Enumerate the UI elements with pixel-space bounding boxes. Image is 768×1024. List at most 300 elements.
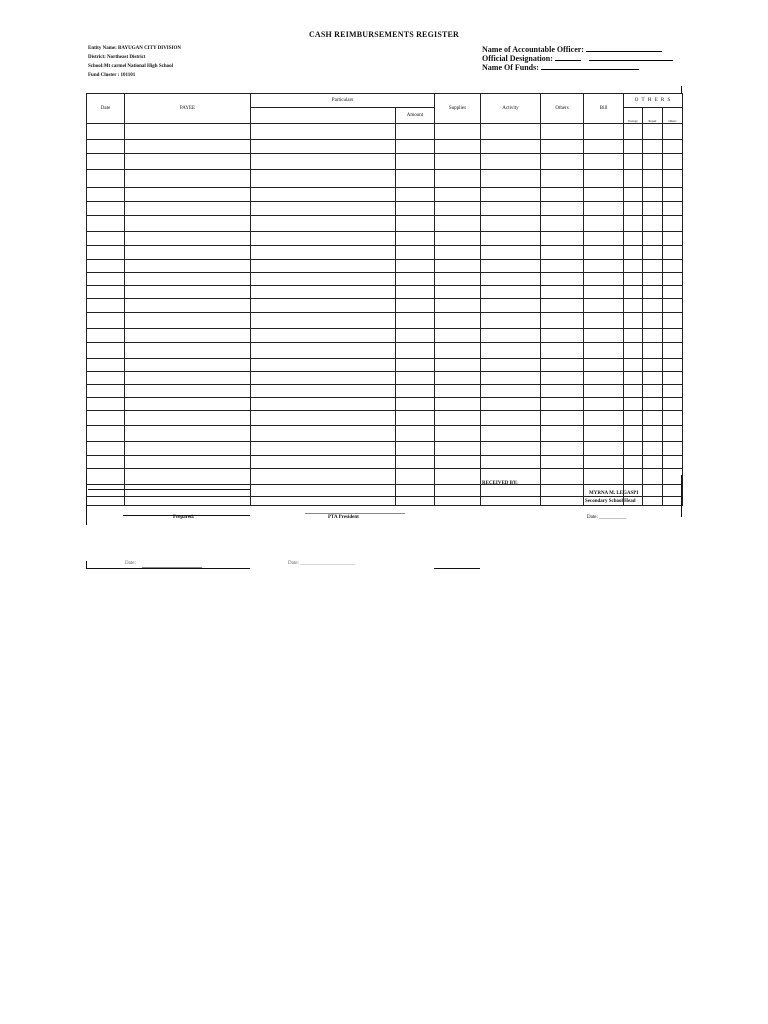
- table-cell[interactable]: [624, 313, 643, 329]
- table-cell[interactable]: [663, 442, 683, 456]
- table-cell[interactable]: [624, 469, 643, 485]
- table-cell[interactable]: [481, 359, 541, 372]
- table-cell[interactable]: [584, 188, 624, 202]
- table-cell[interactable]: [396, 385, 435, 398]
- table-cell[interactable]: [541, 170, 584, 188]
- table-cell[interactable]: [481, 260, 541, 273]
- table-cell[interactable]: [435, 385, 481, 398]
- table-cell[interactable]: [643, 497, 663, 506]
- table-cell[interactable]: [396, 411, 435, 426]
- table-cell[interactable]: [541, 216, 584, 232]
- table-cell[interactable]: [435, 469, 481, 485]
- table-cell[interactable]: [87, 497, 125, 506]
- table-cell[interactable]: [435, 286, 481, 299]
- table-cell[interactable]: [125, 469, 251, 485]
- table-cell[interactable]: [584, 232, 624, 246]
- table-cell[interactable]: [125, 216, 251, 232]
- table-cell[interactable]: [663, 202, 683, 216]
- table-cell[interactable]: [435, 485, 481, 497]
- table-cell[interactable]: [125, 442, 251, 456]
- table-cell[interactable]: [663, 385, 683, 398]
- table-cell[interactable]: [435, 140, 481, 154]
- table-cell[interactable]: [251, 313, 396, 329]
- table-cell[interactable]: [251, 411, 396, 426]
- table-cell[interactable]: [251, 246, 396, 260]
- table-cell[interactable]: [541, 359, 584, 372]
- table-cell[interactable]: [624, 442, 643, 456]
- table-cell[interactable]: [624, 411, 643, 426]
- table-cell[interactable]: [643, 232, 663, 246]
- table-cell[interactable]: [481, 154, 541, 170]
- table-cell[interactable]: [624, 154, 643, 170]
- table-cell[interactable]: [396, 398, 435, 411]
- table-cell[interactable]: [624, 299, 643, 313]
- table-cell[interactable]: [125, 170, 251, 188]
- table-cell[interactable]: [87, 343, 125, 359]
- table-cell[interactable]: [624, 124, 643, 140]
- table-cell[interactable]: [87, 246, 125, 260]
- table-cell[interactable]: [396, 313, 435, 329]
- official-designation-field[interactable]: [482, 54, 673, 63]
- table-cell[interactable]: [396, 426, 435, 442]
- table-cell[interactable]: [435, 170, 481, 188]
- table-cell[interactable]: [584, 170, 624, 188]
- table-cell[interactable]: [541, 286, 584, 299]
- table-cell[interactable]: [481, 232, 541, 246]
- table-cell[interactable]: [663, 246, 683, 260]
- table-cell[interactable]: [584, 286, 624, 299]
- table-cell[interactable]: [663, 313, 683, 329]
- table-cell[interactable]: [125, 299, 251, 313]
- accountable-officer-field[interactable]: [482, 45, 662, 54]
- table-cell[interactable]: [624, 140, 643, 154]
- table-cell[interactable]: [481, 299, 541, 313]
- table-cell[interactable]: [541, 246, 584, 260]
- table-cell[interactable]: [396, 442, 435, 456]
- table-cell[interactable]: [481, 385, 541, 398]
- table-cell[interactable]: [251, 385, 396, 398]
- table-cell[interactable]: [541, 456, 584, 469]
- table-cell[interactable]: [125, 485, 251, 497]
- table-cell[interactable]: [541, 202, 584, 216]
- table-cell[interactable]: [663, 124, 683, 140]
- table-cell[interactable]: [435, 398, 481, 411]
- table-cell[interactable]: [643, 313, 663, 329]
- table-cell[interactable]: [643, 246, 663, 260]
- table-cell[interactable]: [584, 154, 624, 170]
- table-cell[interactable]: [663, 140, 683, 154]
- table-cell[interactable]: [584, 426, 624, 442]
- table-cell[interactable]: [624, 286, 643, 299]
- table-cell[interactable]: [396, 372, 435, 385]
- table-cell[interactable]: [643, 216, 663, 232]
- table-cell[interactable]: [663, 273, 683, 286]
- table-cell[interactable]: [624, 343, 643, 359]
- table-cell[interactable]: [251, 469, 396, 485]
- table-cell[interactable]: [584, 385, 624, 398]
- table-cell[interactable]: [624, 216, 643, 232]
- table-cell[interactable]: [643, 456, 663, 469]
- table-cell[interactable]: [481, 442, 541, 456]
- table-cell[interactable]: [396, 216, 435, 232]
- table-cell[interactable]: [87, 411, 125, 426]
- table-cell[interactable]: [396, 359, 435, 372]
- table-cell[interactable]: [541, 232, 584, 246]
- table-cell[interactable]: [87, 485, 125, 497]
- table-cell[interactable]: [643, 202, 663, 216]
- table-cell[interactable]: [663, 426, 683, 442]
- table-cell[interactable]: [624, 456, 643, 469]
- table-cell[interactable]: [251, 232, 396, 246]
- table-cell[interactable]: [396, 497, 435, 506]
- table-cell[interactable]: [481, 286, 541, 299]
- table-cell[interactable]: [125, 202, 251, 216]
- table-cell[interactable]: [584, 216, 624, 232]
- table-cell[interactable]: [481, 124, 541, 140]
- table-cell[interactable]: [541, 385, 584, 398]
- table-cell[interactable]: [643, 372, 663, 385]
- table-cell[interactable]: [663, 398, 683, 411]
- table-cell[interactable]: [251, 497, 396, 506]
- table-cell[interactable]: [125, 154, 251, 170]
- table-cell[interactable]: [663, 299, 683, 313]
- table-cell[interactable]: [541, 398, 584, 411]
- table-cell[interactable]: [663, 411, 683, 426]
- table-cell[interactable]: [643, 170, 663, 188]
- table-cell[interactable]: [481, 485, 541, 497]
- table-cell[interactable]: [87, 313, 125, 329]
- table-cell[interactable]: [624, 398, 643, 411]
- table-cell[interactable]: [643, 260, 663, 273]
- bottom-short-line: [434, 568, 480, 569]
- table-cell[interactable]: [643, 469, 663, 485]
- table-cell[interactable]: [251, 216, 396, 232]
- table-cell[interactable]: [125, 260, 251, 273]
- table-cell[interactable]: [624, 329, 643, 343]
- table-cell[interactable]: [663, 497, 683, 506]
- table-cell[interactable]: [663, 216, 683, 232]
- table-cell[interactable]: [435, 343, 481, 359]
- table-cell[interactable]: [125, 188, 251, 202]
- table-cell[interactable]: [481, 426, 541, 442]
- table-cell[interactable]: [251, 329, 396, 343]
- table-cell[interactable]: [541, 299, 584, 313]
- table-cell[interactable]: [663, 343, 683, 359]
- table-cell[interactable]: [584, 202, 624, 216]
- table-cell[interactable]: [125, 313, 251, 329]
- table-cell[interactable]: [87, 299, 125, 313]
- table-cell[interactable]: [251, 343, 396, 359]
- table-cell[interactable]: [481, 497, 541, 506]
- table-cell[interactable]: [584, 273, 624, 286]
- table-cell[interactable]: [624, 372, 643, 385]
- table-cell[interactable]: [125, 426, 251, 442]
- table-cell[interactable]: [643, 426, 663, 442]
- table-cell[interactable]: [87, 124, 125, 140]
- table-cell[interactable]: [624, 260, 643, 273]
- table-cell[interactable]: [584, 359, 624, 372]
- table-cell[interactable]: [435, 246, 481, 260]
- table-cell[interactable]: [251, 140, 396, 154]
- table-cell[interactable]: [663, 286, 683, 299]
- table-cell[interactable]: [584, 313, 624, 329]
- table-cell[interactable]: [584, 372, 624, 385]
- table-cell[interactable]: [251, 485, 396, 497]
- table-cell[interactable]: [125, 411, 251, 426]
- table-cell[interactable]: [396, 273, 435, 286]
- table-cell[interactable]: [87, 456, 125, 469]
- table-cell[interactable]: [435, 329, 481, 343]
- table-cell[interactable]: [584, 260, 624, 273]
- table-cell[interactable]: [435, 411, 481, 426]
- table-cell[interactable]: [396, 202, 435, 216]
- table-cell[interactable]: [663, 188, 683, 202]
- table-cell[interactable]: [481, 313, 541, 329]
- table-cell[interactable]: [435, 359, 481, 372]
- table-cell[interactable]: [541, 313, 584, 329]
- table-cell[interactable]: [584, 398, 624, 411]
- table-cell[interactable]: [541, 411, 584, 426]
- table-cell[interactable]: [87, 188, 125, 202]
- table-cell[interactable]: [584, 456, 624, 469]
- table-cell[interactable]: [251, 372, 396, 385]
- table-cell[interactable]: [541, 485, 584, 497]
- table-cell[interactable]: [251, 273, 396, 286]
- col-header-bill: Bill: [584, 94, 624, 124]
- table-cell[interactable]: [624, 273, 643, 286]
- table-cell[interactable]: [251, 286, 396, 299]
- table-cell[interactable]: [643, 485, 663, 497]
- table-cell[interactable]: [481, 273, 541, 286]
- table-cell[interactable]: [481, 411, 541, 426]
- table-cell[interactable]: [584, 469, 624, 485]
- table-cell[interactable]: [125, 246, 251, 260]
- table-cell[interactable]: [87, 359, 125, 372]
- table-cell[interactable]: [541, 140, 584, 154]
- table-cell[interactable]: [481, 246, 541, 260]
- table-cell[interactable]: [643, 359, 663, 372]
- table-cell[interactable]: [87, 232, 125, 246]
- table-cell[interactable]: [541, 260, 584, 273]
- table-cell[interactable]: [584, 411, 624, 426]
- table-cell[interactable]: [396, 286, 435, 299]
- table-cell[interactable]: [125, 140, 251, 154]
- table-cell[interactable]: [396, 485, 435, 497]
- table-cell[interactable]: [396, 299, 435, 313]
- pta-signature-line: [305, 513, 405, 514]
- table-cell[interactable]: [643, 442, 663, 456]
- table-cell[interactable]: [541, 372, 584, 385]
- table-cell[interactable]: [624, 426, 643, 442]
- table-cell[interactable]: [643, 154, 663, 170]
- table-cell[interactable]: [396, 232, 435, 246]
- table-cell[interactable]: [87, 385, 125, 398]
- table-cell[interactable]: [481, 398, 541, 411]
- table-cell[interactable]: [663, 260, 683, 273]
- table-cell[interactable]: [435, 497, 481, 506]
- table-cell[interactable]: [435, 188, 481, 202]
- table-cell[interactable]: [435, 442, 481, 456]
- table-cell[interactable]: [663, 232, 683, 246]
- table-cell[interactable]: [125, 359, 251, 372]
- table-cell[interactable]: [624, 202, 643, 216]
- table-cell[interactable]: [584, 246, 624, 260]
- table-cell[interactable]: [125, 497, 251, 506]
- table-cell[interactable]: [481, 216, 541, 232]
- table-cell[interactable]: [251, 154, 396, 170]
- col-header-others: Others: [541, 94, 584, 124]
- table-cell[interactable]: [663, 372, 683, 385]
- table-cell[interactable]: [125, 385, 251, 398]
- table-cell[interactable]: [643, 124, 663, 140]
- table-cell[interactable]: [435, 313, 481, 329]
- table-cell[interactable]: [435, 273, 481, 286]
- table-cell[interactable]: [396, 329, 435, 343]
- table-cell[interactable]: [435, 372, 481, 385]
- table-cell[interactable]: [87, 140, 125, 154]
- table-cell[interactable]: [584, 299, 624, 313]
- table-cell[interactable]: [435, 456, 481, 469]
- table-cell[interactable]: [584, 140, 624, 154]
- table-cell[interactable]: [481, 170, 541, 188]
- table-cell[interactable]: [481, 140, 541, 154]
- table-cell[interactable]: [251, 170, 396, 188]
- table-cell[interactable]: [541, 188, 584, 202]
- table-cell[interactable]: [624, 170, 643, 188]
- table-cell[interactable]: [663, 485, 683, 497]
- table-cell[interactable]: [87, 442, 125, 456]
- table-cell[interactable]: [435, 216, 481, 232]
- table-cell[interactable]: [125, 273, 251, 286]
- table-cell[interactable]: [435, 426, 481, 442]
- table-cell[interactable]: [541, 469, 584, 485]
- table-cell[interactable]: [584, 442, 624, 456]
- table-cell[interactable]: [87, 273, 125, 286]
- table-cell[interactable]: [643, 188, 663, 202]
- table-cell[interactable]: [251, 124, 396, 140]
- table-cell[interactable]: [396, 140, 435, 154]
- table-cell[interactable]: [87, 286, 125, 299]
- table-cell[interactable]: [435, 202, 481, 216]
- table-cell[interactable]: [396, 260, 435, 273]
- table-cell[interactable]: [435, 232, 481, 246]
- table-cell[interactable]: [663, 456, 683, 469]
- table-cell[interactable]: [251, 442, 396, 456]
- table-cell[interactable]: [125, 232, 251, 246]
- table-cell[interactable]: [541, 273, 584, 286]
- table-cell[interactable]: [87, 170, 125, 188]
- table-cell[interactable]: [87, 154, 125, 170]
- table-cell[interactable]: [435, 154, 481, 170]
- table-cell[interactable]: [396, 343, 435, 359]
- table-cell[interactable]: [87, 469, 125, 485]
- table-cell[interactable]: [663, 469, 683, 485]
- table-cell[interactable]: [541, 343, 584, 359]
- table-cell[interactable]: [624, 246, 643, 260]
- table-cell[interactable]: [87, 372, 125, 385]
- table-cell[interactable]: [663, 329, 683, 343]
- table-cell[interactable]: [251, 426, 396, 442]
- table-cell[interactable]: [643, 299, 663, 313]
- table-cell[interactable]: [541, 497, 584, 506]
- table-cell[interactable]: [643, 140, 663, 154]
- table-cell[interactable]: [541, 124, 584, 140]
- received-by-label: RECEIVED BY:: [482, 481, 518, 486]
- table-cell[interactable]: [584, 343, 624, 359]
- table-cell[interactable]: [643, 286, 663, 299]
- table-cell[interactable]: [584, 329, 624, 343]
- table-cell[interactable]: [251, 299, 396, 313]
- table-cell[interactable]: [541, 442, 584, 456]
- table-cell[interactable]: [643, 398, 663, 411]
- table-cell[interactable]: [541, 154, 584, 170]
- table-cell[interactable]: [396, 124, 435, 140]
- table-cell[interactable]: [541, 329, 584, 343]
- table-cell[interactable]: [435, 260, 481, 273]
- name-of-funds-field[interactable]: [482, 63, 639, 72]
- table-cell[interactable]: [663, 359, 683, 372]
- table-cell[interactable]: [663, 170, 683, 188]
- table-cell[interactable]: [481, 372, 541, 385]
- table-cell[interactable]: [396, 154, 435, 170]
- table-cell[interactable]: [87, 202, 125, 216]
- table-cell[interactable]: [481, 343, 541, 359]
- table-cell[interactable]: [251, 188, 396, 202]
- table-cell[interactable]: [481, 329, 541, 343]
- table-cell[interactable]: [643, 411, 663, 426]
- table-cell[interactable]: [643, 329, 663, 343]
- table-cell[interactable]: [125, 398, 251, 411]
- table-cell[interactable]: [643, 273, 663, 286]
- table-cell[interactable]: [481, 202, 541, 216]
- table-cell[interactable]: [125, 343, 251, 359]
- table-cell[interactable]: [87, 398, 125, 411]
- table-cell[interactable]: [125, 124, 251, 140]
- table-cell[interactable]: [584, 124, 624, 140]
- table-cell[interactable]: [396, 188, 435, 202]
- table-cell[interactable]: [251, 202, 396, 216]
- table-cell[interactable]: [624, 232, 643, 246]
- table-cell[interactable]: [125, 372, 251, 385]
- table-cell[interactable]: [396, 469, 435, 485]
- table-cell[interactable]: [251, 398, 396, 411]
- table-cell[interactable]: [87, 329, 125, 343]
- table-cell[interactable]: [125, 286, 251, 299]
- table-cell[interactable]: [435, 124, 481, 140]
- table-cell[interactable]: [396, 170, 435, 188]
- table-cell[interactable]: [87, 216, 125, 232]
- table-cell[interactable]: [396, 246, 435, 260]
- table-cell[interactable]: [624, 385, 643, 398]
- table-cell[interactable]: [643, 385, 663, 398]
- table-cell[interactable]: [663, 154, 683, 170]
- table-cell[interactable]: [125, 456, 251, 469]
- table-cell[interactable]: [435, 299, 481, 313]
- table-cell[interactable]: [87, 260, 125, 273]
- table-cell[interactable]: [87, 426, 125, 442]
- table-cell[interactable]: [481, 456, 541, 469]
- table-cell[interactable]: [125, 329, 251, 343]
- table-cell[interactable]: [541, 426, 584, 442]
- table-cell[interactable]: [643, 343, 663, 359]
- table-cell[interactable]: [251, 359, 396, 372]
- table-cell[interactable]: [481, 188, 541, 202]
- table-cell[interactable]: [251, 260, 396, 273]
- table-cell[interactable]: [624, 359, 643, 372]
- table-cell[interactable]: [251, 456, 396, 469]
- table-cell[interactable]: [624, 188, 643, 202]
- table-cell[interactable]: [396, 456, 435, 469]
